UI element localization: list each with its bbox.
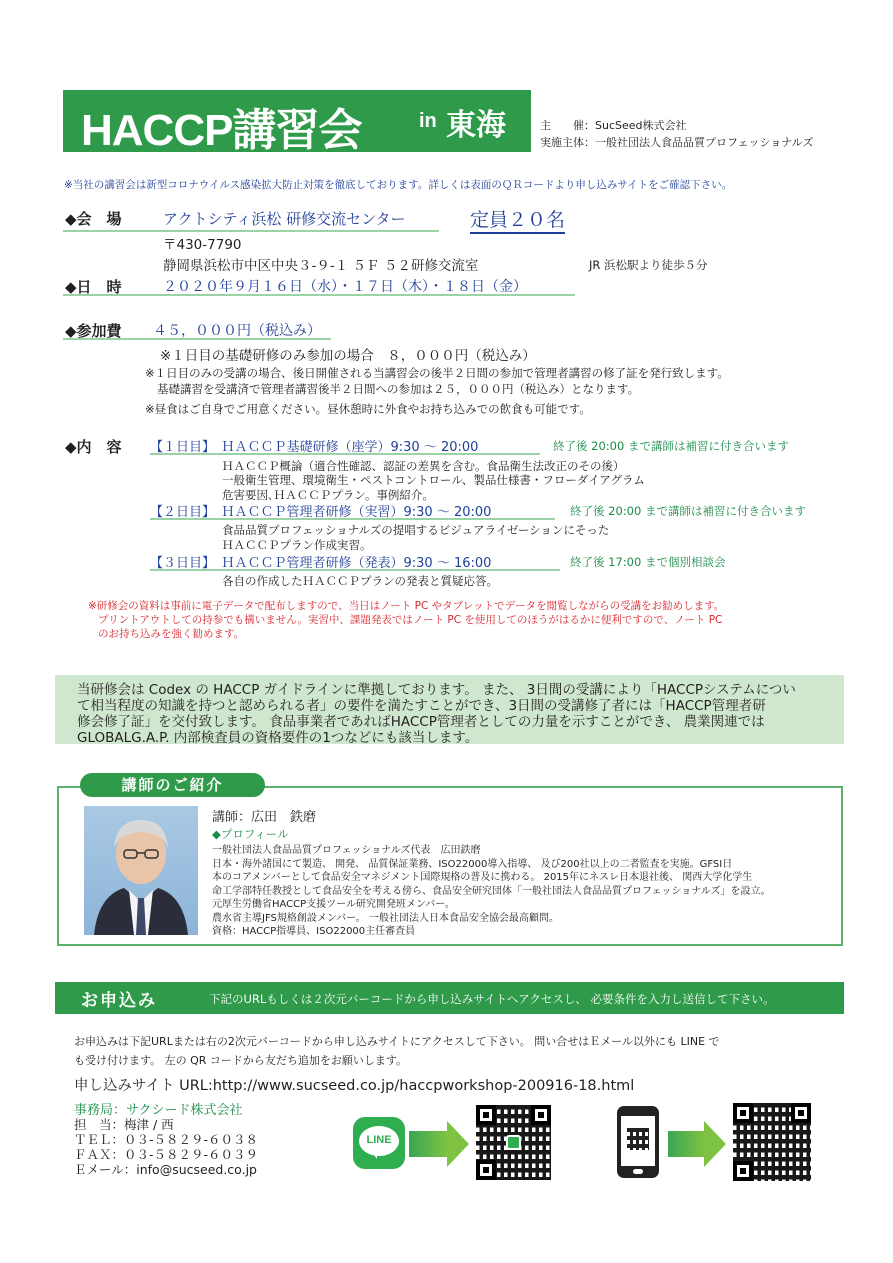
fee-note-2: 基礎講習を受講済で管理者講習後半２日間への参加は２５，０００円（税込み）となります。 xyxy=(157,382,640,396)
postal-code: 〒430-7790 xyxy=(163,237,242,253)
apply-intro xyxy=(74,1032,720,1070)
line-logo-text: LINE xyxy=(366,1134,392,1146)
day2-line-2: ＨＡＣＣＰプラン作成実習。 xyxy=(222,538,372,552)
profile-line-5: 元厚生労働省HACCP支援ツール研究開発班メンバー。 xyxy=(212,899,455,910)
fee-label: ◆参加費 xyxy=(65,322,122,340)
page-title: HACCP講習会 xyxy=(81,106,362,155)
address: 静岡県浜松市中区中央３-９-１ ５Ｆ ５２研修交流室 xyxy=(163,258,479,274)
materials-notice-3: のお持ち込みを強く勧めます。 xyxy=(98,628,245,640)
day3-title: 【３日目】 ＨＡＣＣＰ管理者研修（発表）9:30 ～ 16:00 xyxy=(150,556,492,571)
day2-line-1: 食品品質プロフェッショナルズの提唱するビジュアライゼーションにそった xyxy=(222,523,610,537)
profile-line-3: 本のコアメンバーとして食品安全マネジメント国際規格の普及に携わる。 2015年にネスレ日本退社後、 関西大学化学生 xyxy=(212,872,753,883)
profile-label: ◆プロフィール xyxy=(212,827,289,841)
day1-line-3: 危害要因､ＨＡＣＣＰプラン。事例紹介。 xyxy=(222,488,434,502)
fax: ＦＡＸ：０３-５８２９-６０３９ xyxy=(74,1147,259,1162)
codex-line-1: 当研修会は Codex の HACCP ガイドラインに準拠しております。 また、 3日間の受講により「HACCPシステムについ xyxy=(77,682,796,698)
profile-text xyxy=(212,844,771,939)
smartphone-icon xyxy=(617,1106,659,1178)
arrow-icon-2 xyxy=(668,1131,704,1157)
line-logo xyxy=(353,1117,405,1169)
tel: ＴＥＬ：０３-５８２９-６０３８ xyxy=(74,1132,259,1147)
content-label: ◆内 容 xyxy=(65,438,122,456)
codex-line-3: 修会修了証」を交付致します。 食品事業者であればHACCP管理者としての力量を示すことができ、 農業関連では xyxy=(77,714,765,730)
day1-line-1: ＨＡＣＣＰ概論（適合性確認、認証の差異を含む。食品衛生法改正のその後） xyxy=(222,459,625,473)
fee-basic-only: ※１日目の基礎研修のみ参加の場合 ８，０００円（税込み） xyxy=(160,348,536,364)
email[interactable]: Ｅメール：info@sucseed.co.jp xyxy=(74,1162,257,1177)
codex-info-box xyxy=(55,675,844,744)
profile-line-6: 農水省主導JFS規格創設メンバー。 一般社団法人日本食品安全協会最高顧問。 xyxy=(212,912,559,924)
day1-line-2: 一般衛生管理、環境衛生・ペストコントロール、製品仕様書・フローダイアグラム xyxy=(222,473,645,487)
lecturer-photo xyxy=(84,806,198,935)
capacity: 定員２０名 xyxy=(470,205,565,234)
title-banner xyxy=(63,90,531,155)
profile-line-4: 命工学部特任教授として食品安全を考える傍ら、食品安全研究団体「一般社団法人食品品質プロフェッショナルズ」を設立。 xyxy=(212,885,771,897)
title-in: in xyxy=(419,110,437,132)
day3-line-1: 各自の作成したＨＡＣＣＰプランの発表と質疑応答。 xyxy=(222,574,498,588)
access-info: JR 浜松駅より徒歩５分 xyxy=(589,258,708,272)
lecturer-section-title: 講師のご紹介 xyxy=(80,773,265,797)
profile-line-2: 日本・海外諸国にて製造、 開発、 品質保証業務、ISO22000導入指導、 及び200社以上の二者監査を実施。GFSI日 xyxy=(212,858,733,870)
profile-line-7: 資格：HACCP指導員、ISO22000主任審査員 xyxy=(212,926,416,937)
venue-label: ◆会 場 xyxy=(65,210,122,228)
lecturer-name: 講師：広田 鉄磨 xyxy=(212,810,317,825)
contact-person: 担 当：梅津 / 西 xyxy=(74,1117,174,1132)
covid-notice: ※当社の講習会は新型コロナウイルス感染拡大防止対策を徹底しております。詳しくは表面のＱＲコードより申し込みサイトをご確認下さい。 xyxy=(64,179,733,191)
date-label: ◆日 時 xyxy=(65,278,122,296)
arrow-icon xyxy=(409,1131,447,1157)
implementer: 実施主体：一般社団法人食品品質プロフェッショナルズ xyxy=(540,136,814,149)
apply-intro-line-2: も受け付けます。 左の QR コードから友だち追加をお願いします。 xyxy=(74,1054,408,1067)
venue-name: アクトシティ浜松 研修交流センター xyxy=(163,210,406,228)
day3-note: 終了後 17:00 まで個別相談会 xyxy=(570,555,726,569)
codex-line-2: て相当程度の知識を持つと認められる者」の要件を満たすことができ、3日間の受講修了者には「HACCP管理者研 xyxy=(77,698,766,714)
date-value: ２０２０年９月１６日（水）・１７日（木）・１８日（金） xyxy=(163,279,527,295)
line-qr-code[interactable] xyxy=(476,1105,551,1180)
apply-bar xyxy=(55,982,844,1014)
fee-note-3: ※昼食はご自身でご用意ください。昼休憩時に外食やお持ち込みでの飲食も可能です。 xyxy=(145,402,591,416)
day2-title: 【２日目】 ＨＡＣＣＰ管理者研修（実習）9:30 ～ 20:00 xyxy=(150,505,492,520)
apply-intro-line-1: お申込みは下記URLまたは右の2次元バーコードから申し込みサイトにアクセスして下さい。 問い合せはＥメール以外にも LINE で xyxy=(74,1035,720,1048)
title-region: 東海 xyxy=(446,108,506,143)
day2-note: 終了後 20:00 まで講師は補習に付き合います xyxy=(570,504,806,518)
apply-site-url[interactable]: 申し込みサイト URL:http://www.sucseed.co.jp/haccpworkshop-200916-18.html xyxy=(74,1078,635,1094)
day1-note: 終了後 20:00 まで講師は補習に付き合います xyxy=(553,439,789,453)
codex-line-4: GLOBALG.A.P. 内部検査員の資格要件の1つなどにも該当します。 xyxy=(77,730,479,746)
day1-title: 【１日目】 ＨＡＣＣＰ基礎研修（座学）9:30 ～ 20:00 xyxy=(150,440,479,455)
lecturer-portrait-icon xyxy=(84,806,198,935)
apply-bar-text: 下記のURLもしくは２次元バーコードから申し込みサイトへアクセスし、 必要条件を入力し送信して下さい。 xyxy=(209,992,775,1006)
site-qr-code[interactable] xyxy=(733,1103,811,1181)
materials-notice-1: ※研修会の資料は事前に電子データで配布しますので、当日はノート PC やタブレットでデータを閲覧しながらの受講をお勧めします。 xyxy=(88,600,725,612)
profile-line-1: 一般社団法人食品品質プロフェッショナルズ代表 広田鉄磨 xyxy=(212,845,481,856)
fee-value: ４５，０００円（税込み） xyxy=(153,323,321,339)
materials-notice-2: プリントアウトしての持参でも構いません。実習中、課題発表ではノート PC を使用してのほうがはるかに便利ですので、ノート PC xyxy=(98,614,723,626)
organizer: 主 催：SucSeed株式会社 xyxy=(540,119,687,132)
office-name: 事務局：サクシード株式会社 xyxy=(74,1103,243,1118)
fee-note-1: ※１日目のみの受講の場合、後日開催される当講習会の後半２日間の参加で管理者講習の修了証を発行致します。 xyxy=(145,366,729,380)
apply-title: お申込み xyxy=(81,991,157,1011)
